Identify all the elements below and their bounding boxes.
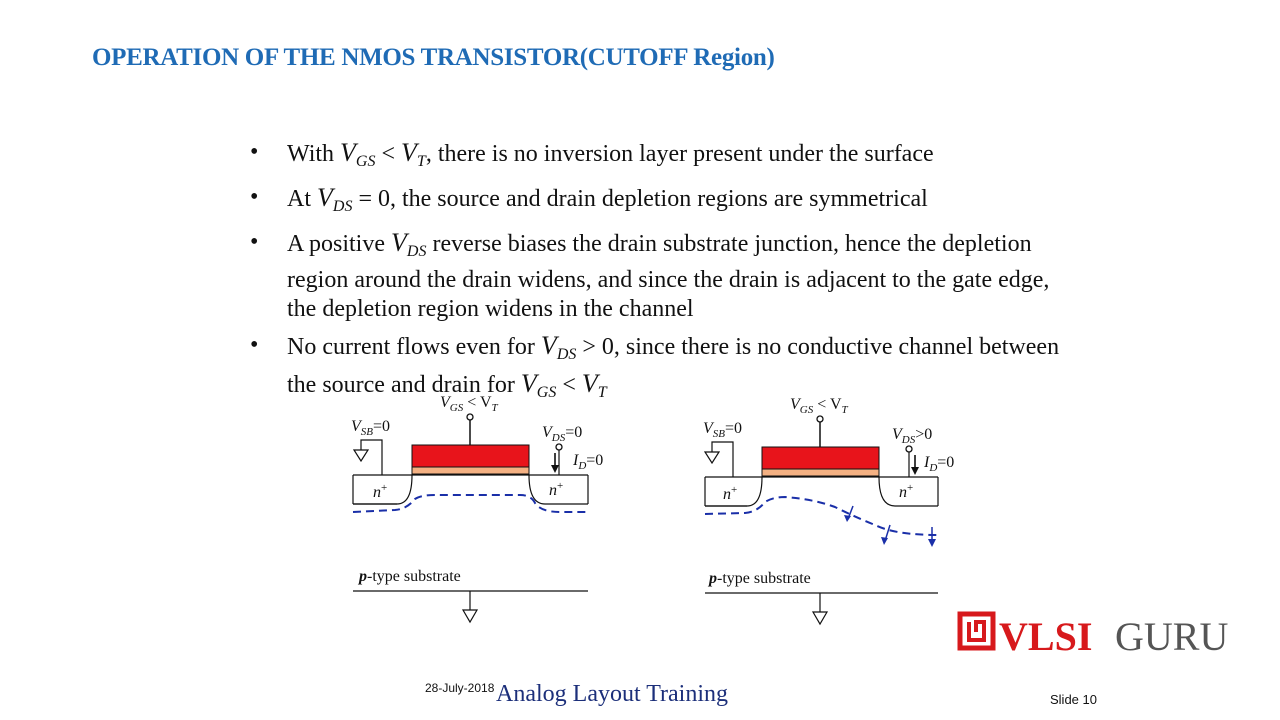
- n-plus-drain: n+: [549, 480, 564, 499]
- arrow-down-icon: [911, 467, 919, 475]
- gate-poly: [762, 447, 879, 469]
- drain-terminal-icon: [906, 446, 912, 452]
- vgs-label: $V_{GS} < V_T$: [440, 394, 498, 414]
- subscript: T: [416, 153, 426, 170]
- bullet-text: > 0, since there is no conductive channel between the source and drain for: [287, 334, 1060, 398]
- subscript: DS: [406, 243, 427, 260]
- symbol: V: [391, 228, 407, 257]
- drain-junction: [879, 477, 895, 506]
- vsb-label: $V_{SB}=0$: [703, 420, 743, 440]
- arrow-icon: [928, 539, 936, 547]
- source-wire: [712, 442, 733, 477]
- bullet-text: A positive: [287, 231, 392, 257]
- bullet-dot: •: [250, 332, 259, 358]
- subscript: DS: [332, 198, 353, 215]
- vds-label: $V_{DS}>0$: [892, 426, 933, 446]
- gate-poly: [412, 445, 529, 467]
- bullet-item: [250, 138, 1070, 176]
- bullet-item: [250, 183, 1070, 221]
- bullet-dot: •: [250, 184, 259, 210]
- arrow-down-icon: [551, 465, 559, 473]
- source-wire: [361, 440, 382, 475]
- arrow-icon: [844, 515, 851, 522]
- bullet-dot: •: [250, 139, 259, 165]
- ground-icon: [705, 452, 719, 463]
- logo-mark-icon: [960, 614, 993, 648]
- arrow-icon: [881, 537, 888, 545]
- ground-icon: [463, 610, 477, 622]
- subscript: T: [597, 384, 607, 401]
- vgs-label: $V_{GS} < V_T$: [790, 396, 848, 416]
- n-plus-source: n+: [723, 484, 738, 503]
- substrate-label: p-type substrate: [359, 568, 461, 585]
- id-label: $I_D=0$: [924, 454, 955, 474]
- vlsiguru-logo: [957, 608, 1242, 658]
- bullet-text: , there is no inversion layer present under the surface: [425, 141, 934, 167]
- symbol: V: [340, 138, 356, 167]
- gate-terminal-icon: [467, 414, 473, 420]
- gate-terminal-icon: [817, 416, 823, 422]
- bullet-text: <: [556, 372, 582, 398]
- ground-icon: [354, 450, 368, 461]
- n-plus-drain: n+: [899, 482, 914, 501]
- vsb-label: $V_{SB}=0$: [351, 418, 391, 438]
- gate-oxide: [762, 469, 879, 476]
- bullet-text: At: [287, 186, 317, 212]
- symbol: V: [581, 369, 598, 398]
- symbol: V: [317, 183, 333, 212]
- subscript: GS: [536, 384, 557, 401]
- logo-text-guru: GURU: [1115, 614, 1229, 658]
- bullet-text: With: [287, 141, 341, 167]
- symbol: V: [401, 138, 417, 167]
- subscript: DS: [556, 346, 577, 363]
- bullet-text: reverse biases the drain substrate junction, hence the depletion region around the drain widens, and since the drain is adjacent to the gate edge, the depletion region widens in the channel: [287, 231, 1050, 322]
- vds-label: $V_{DS}=0$: [542, 424, 583, 444]
- subscript: GS: [355, 153, 376, 170]
- id-label: $I_D=0$: [573, 452, 604, 472]
- slide-number: Slide 10: [1050, 692, 1097, 707]
- n-plus-source: n+: [373, 482, 388, 501]
- logo-text-vlsi: VLSI: [999, 614, 1093, 658]
- symbol: V: [520, 369, 537, 398]
- ground-icon: [813, 612, 827, 624]
- bullet-text: No current flows even for: [287, 334, 541, 360]
- drain-terminal-icon: [556, 444, 562, 450]
- footer-date: 28-July-2018: [425, 681, 495, 695]
- bullet-text: = 0, the source and drain depletion regions are symmetrical: [352, 186, 928, 212]
- nmos-diagram-vds-positive: [695, 385, 955, 635]
- nmos-diagram-vds-zero: [345, 385, 604, 635]
- slide-title: OPERATION OF THE NMOS TRANSISTOR(CUTOFF Region): [92, 44, 775, 71]
- bullet-list: [250, 138, 1070, 414]
- substrate-label: p-type substrate: [709, 570, 811, 587]
- bullet-item: [250, 228, 1070, 324]
- bullet-dot: •: [250, 229, 259, 255]
- symbol: V: [540, 331, 557, 360]
- gate-oxide: [412, 467, 529, 474]
- depletion-boundary: [705, 497, 938, 535]
- bullet-text: <: [375, 141, 402, 167]
- footer-training-title: Analog Layout Training: [496, 681, 728, 707]
